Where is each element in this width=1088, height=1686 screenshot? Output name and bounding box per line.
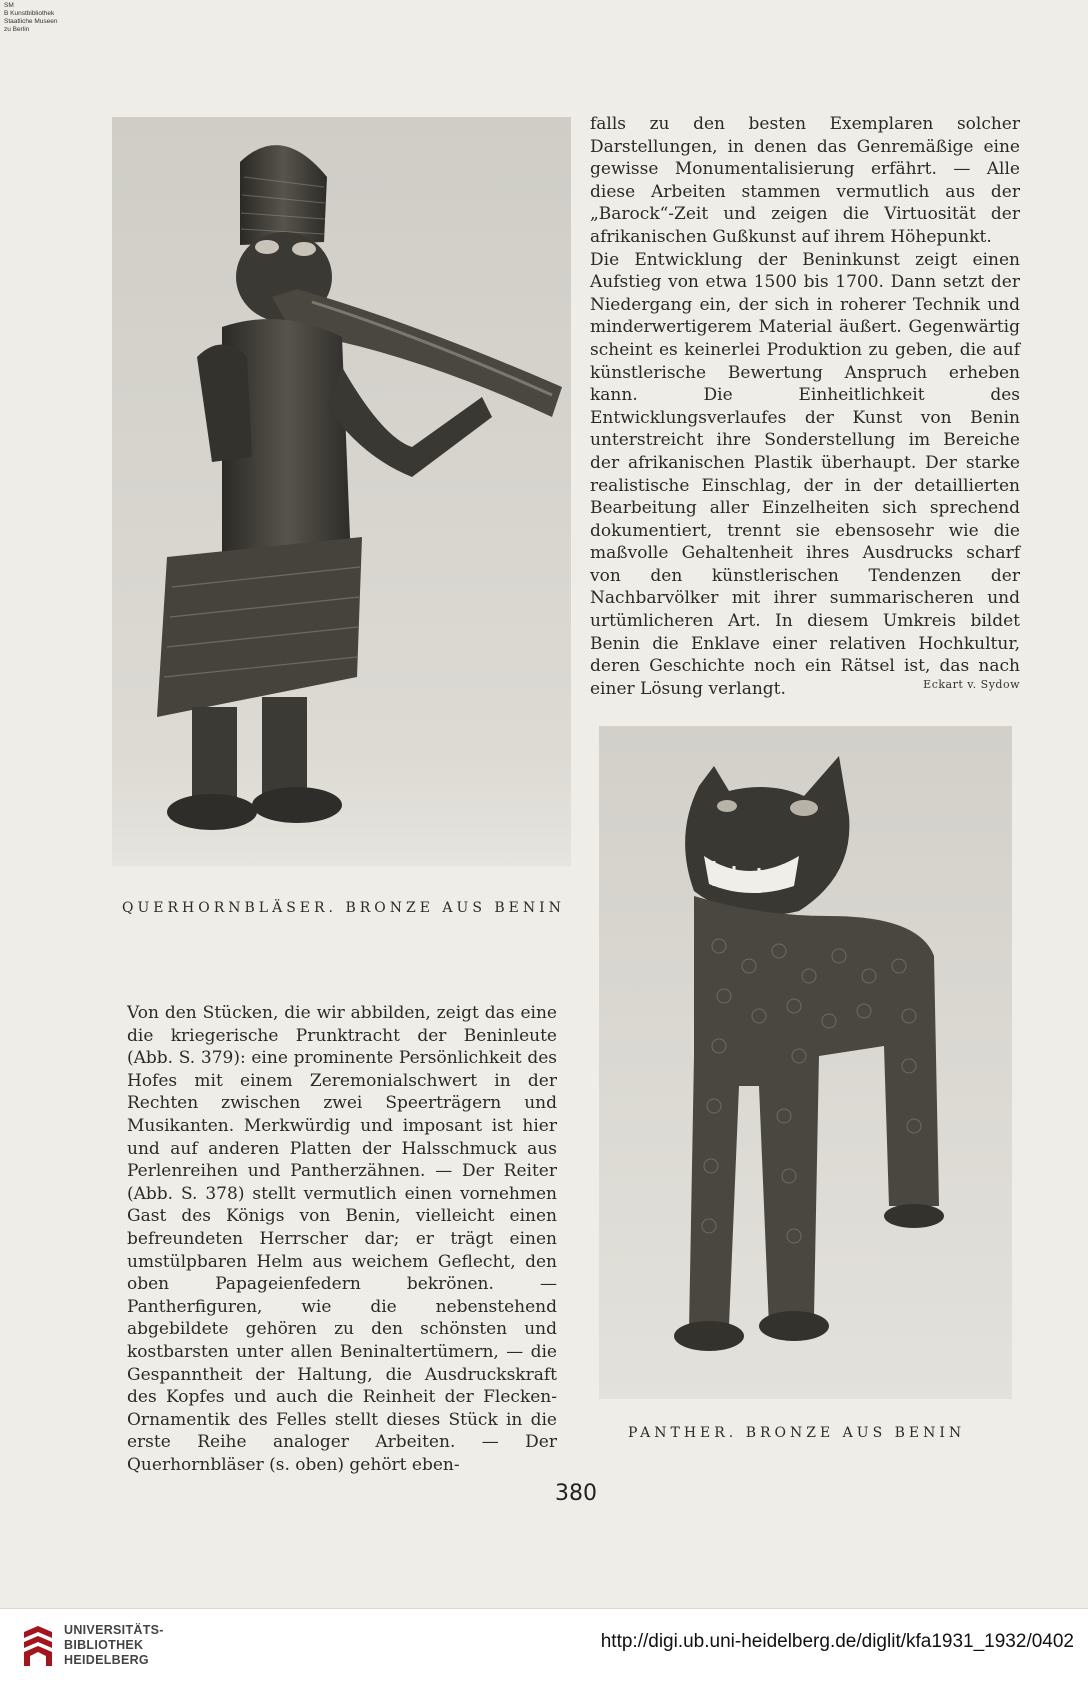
stamp-line: Staatliche Museen xyxy=(4,18,58,25)
hornblower-caption: QUERHORNBLÄSER. BRONZE AUS BENIN xyxy=(122,900,565,916)
right-column-text xyxy=(590,113,1020,700)
hornblower-photo xyxy=(112,117,571,866)
panther-caption: PANTHER. BRONZE AUS BENIN xyxy=(628,1425,966,1441)
institution-name xyxy=(64,1623,164,1668)
viewer-footer xyxy=(0,1608,1088,1686)
institution-line: UNIVERSITÄTS- xyxy=(64,1623,164,1637)
author-signature: Eckart v. Sydow xyxy=(923,678,1020,691)
heidelberg-logo-icon xyxy=(18,1624,58,1668)
paragraph: Die Entwicklung der Beninkunst zeigt einen Aufstieg von etwa 1500 bis 1700. Dann setzt der Niedergang ein, der sich in roherer Technik und minderwertigerem Material äußert. Gegenwärtig scheint es keinerlei Produktion zu geben, die auf künstlerische Bewertung Anspruch erheben kann. Die Einheitlichkeit des Entwicklungsverlaufes der Kunst von Benin unterstreicht ihre Sonderstellung im Bereiche der afrikanischen Plastik überhaupt. Der starke realistische Einschlag, der in der detaillierten Bearbeitung aller Einzelheiten sich sprechend dokumentiert, trennt sie ebensosehr wie die maßvolle Gehaltenheit ihres Ausdrucks scharf von den künstlerischen Tendenzen der Nachbarvölker mit ihrer summarischeren und urtümlicheren Art. In diesem Umkreis bildet Benin die Enklave einer relativen Hochkultur, deren Geschichte noch ein Rätsel ist, das nach einer Lösung verlangt. xyxy=(590,249,1020,699)
stamp-line: SM xyxy=(4,2,14,9)
page-number: 380 xyxy=(555,1481,597,1506)
permalink-url[interactable]: http://digi.ub.uni-heidelberg.de/diglit/kfa1931_1932/0402 xyxy=(600,1631,1074,1652)
paragraph: falls zu den besten Exemplaren solcher Darstellungen, in denen das Genremäßige eine gewisse Monumentalisierung erfährt. — Alle diese Arbeiten stammen vermutlich aus der „Barock“-Zeit und zeigen die Virtuosität der afrikanischen Gußkunst auf ihrem Höhepunkt. xyxy=(590,114,1020,247)
stamp-line: B Kunstbibliothek xyxy=(4,10,55,17)
library-stamp xyxy=(4,2,94,34)
panther-photo xyxy=(599,726,1012,1399)
institution-line: HEIDELBERG xyxy=(64,1653,149,1667)
hornblower-figure-image xyxy=(112,117,571,866)
panther-figure-image xyxy=(599,726,1012,1399)
paragraph: Von den Stücken, die wir abbilden, zeigt das eine die kriegerische Prunktracht der Beninleute (Abb. S. 379): eine prominente Persönlichkeit des Hofes mit einem Zeremonialschwert in der Rechten zwischen zwei Speerträgern und Musikanten. Merkwürdig und imposant ist hier und auf anderen Platten der Halsschmuck aus Perlenreihen und Pantherzähnen. — Der Reiter (Abb. S. 378) stellt vermutlich einen vornehmen Gast des Königs von Benin, vielleicht einen befreundeten Herrscher dar; er trägt einen umstülpbaren Helm aus weichem Geflecht, den oben Papageienfedern bekrönen. — Pantherfiguren, wie die nebenstehend abgebildete gehören zu den schönsten und kostbarsten unter allen Beninaltertümern, — die Gespanntheit der Haltung, die Ausdruckskraft des Kopfes und auch die Reinheit der Flecken-Ornamentik des Felles stellt dieses Stück in die erste Reihe analoger Arbeiten. — Der Querhornbläser (s. oben) gehört eben- xyxy=(127,1003,557,1475)
stamp-line: zu Berlin xyxy=(4,26,30,33)
institution-line: BIBLIOTHEK xyxy=(64,1638,144,1652)
left-column-text xyxy=(127,1002,557,1476)
